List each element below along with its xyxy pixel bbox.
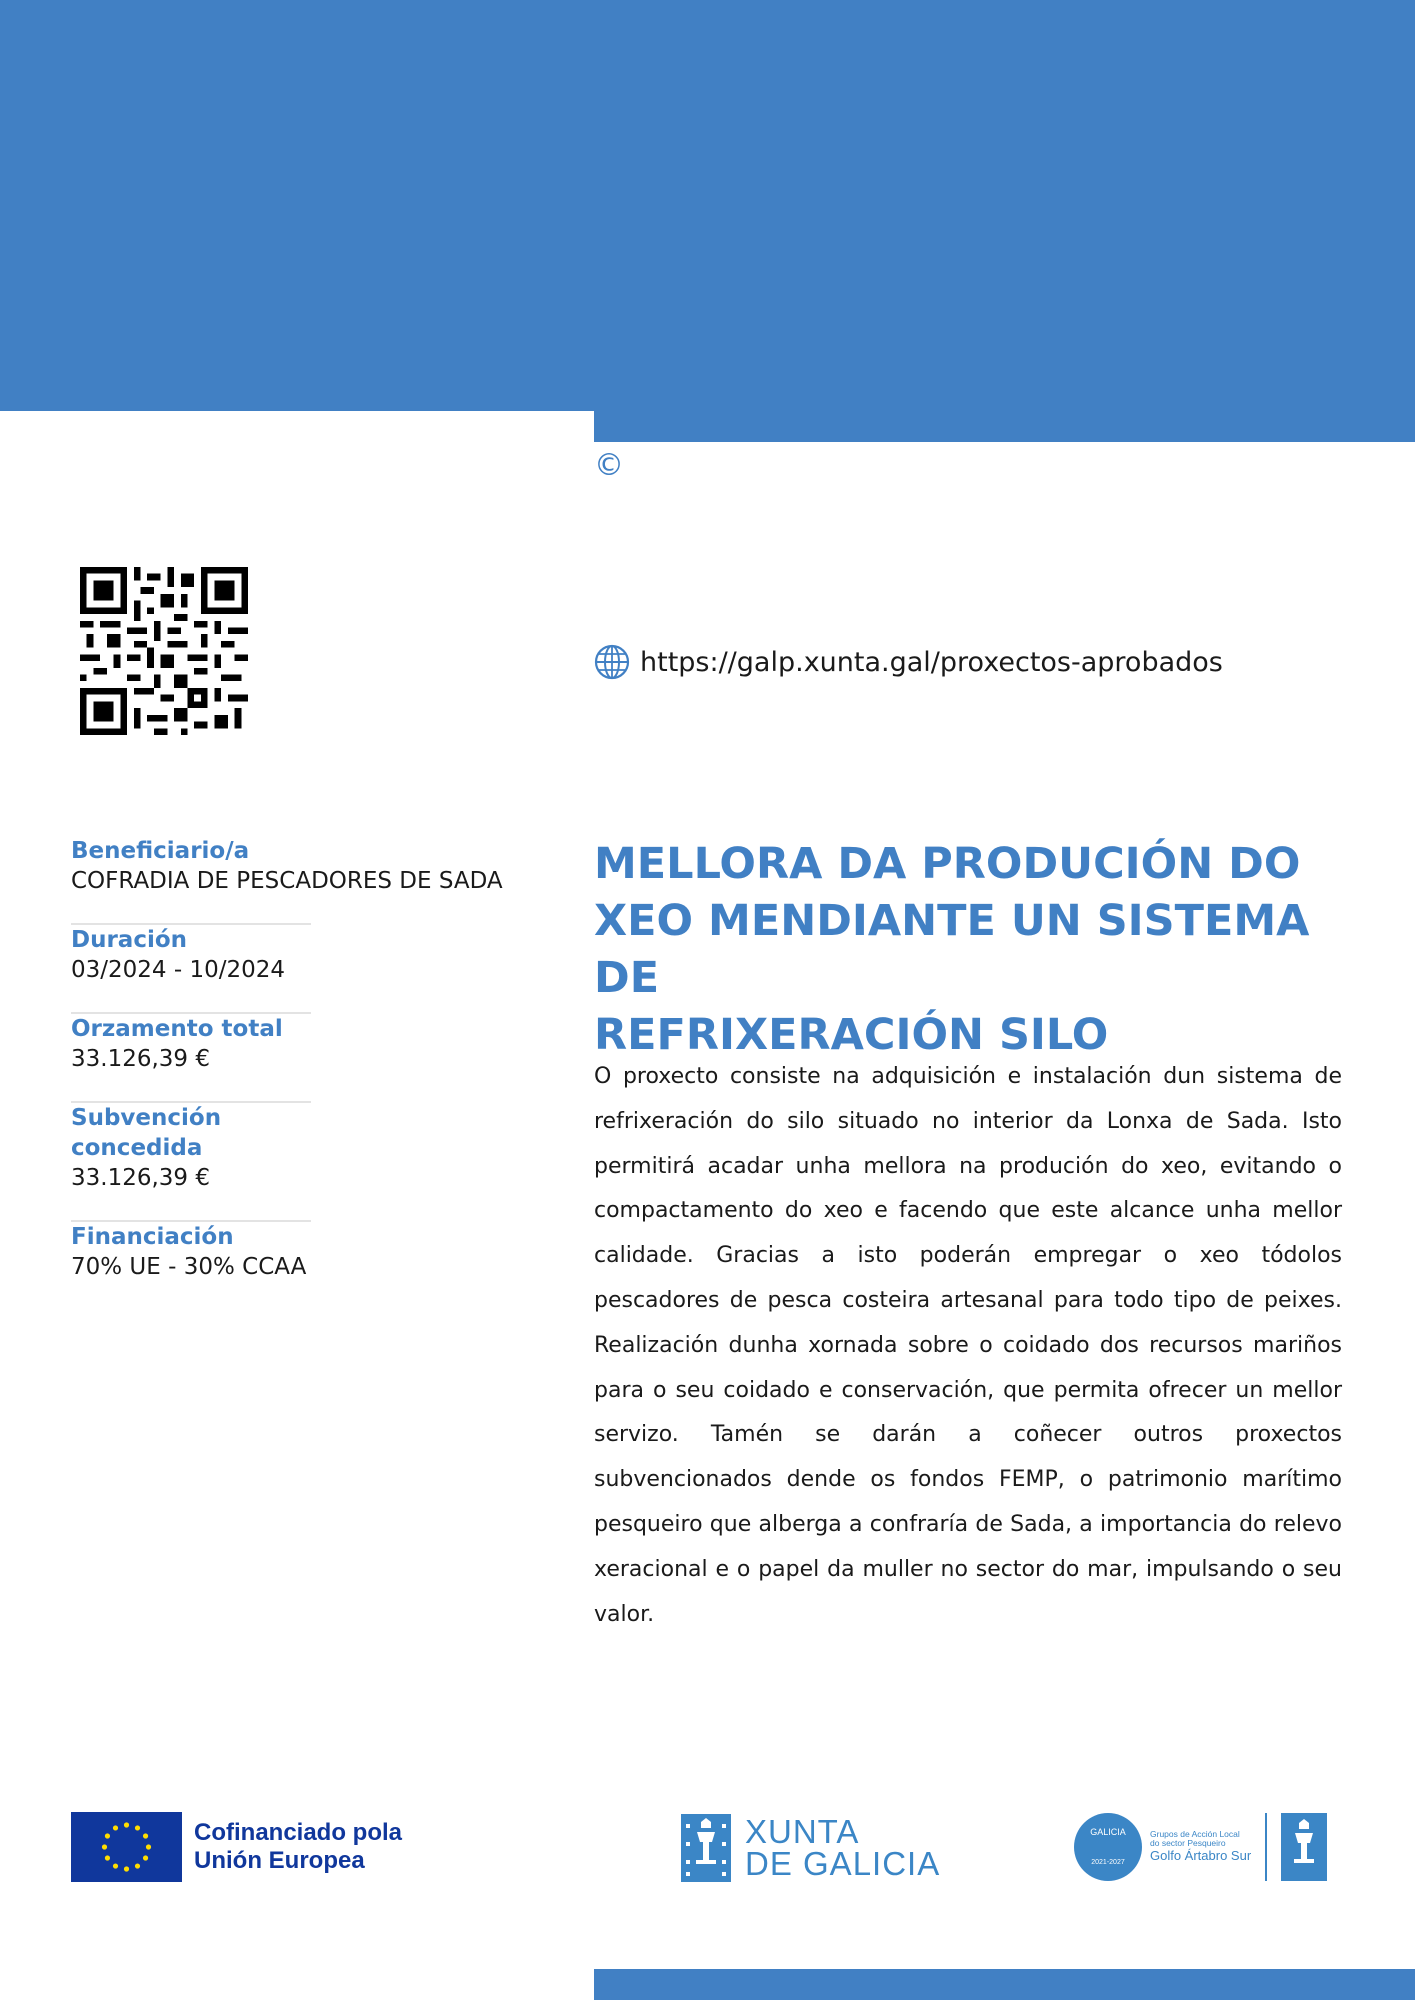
eu-star-icon <box>113 1825 118 1830</box>
xunta-logo <box>681 1814 940 1882</box>
field-beneficiary <box>71 836 503 925</box>
eu-logo <box>71 1812 402 1882</box>
eu-star-icon <box>105 1833 110 1838</box>
eu-star-icon <box>135 1863 140 1868</box>
eu-star-icon <box>143 1833 148 1838</box>
title-line: REFRIXERACIÓN SILO <box>594 1010 1109 1060</box>
field-label: Duración <box>71 927 188 953</box>
field-label: Beneficiario/a <box>71 838 250 864</box>
eu-star-icon <box>105 1855 110 1860</box>
eu-star-icon <box>124 1866 129 1871</box>
field-label: Orzamento total <box>71 1016 283 1042</box>
galp-line: do sector Pesqueiro <box>1150 1838 1226 1848</box>
eu-caption-line: Unión Europea <box>194 1847 365 1874</box>
xunta-line: XUNTA <box>745 1813 860 1850</box>
eu-star-icon <box>135 1825 140 1830</box>
project-description: O proxecto consiste na adquisición e instalación dun sistema de refrixeración do silo situado no interior da Lonxa de Sada. Isto permitirá acadar unha mellora na produción do xeo, evitando o compactamento do xeo e facendo que este alcance unha mellor calidade. Gracias a isto poderán empregar o xeo tódolos pescadores de pesca costeira artesanal para todo tipo de peixes. Realización dunha xornada sobre o coidado dos recursos mariños para o seu coidado e conservación, que permita ofrecer un mellor servizo. Tamén se darán a coñecer outros proxectos subvencionados dende os fondos FEMP, o patrimonio marítimo pesqueiro que alberga a confraría de Sada, a importancia do relevo xeracional e o papel da muller no sector do mar, impulsando o seu valor. <box>594 1064 1342 1627</box>
field-value: COFRADIA DE PESCADORES DE SADA <box>71 868 503 894</box>
eu-star-icon <box>124 1822 129 1827</box>
eu-caption <box>194 1819 402 1875</box>
galicia-coat-of-arms-icon <box>1281 1813 1327 1881</box>
galp-logo <box>1074 1812 1327 1882</box>
galp-line: Grupos de Acción Local <box>1150 1829 1240 1839</box>
field-funding <box>71 1222 311 1282</box>
field-duration <box>71 925 311 1014</box>
footer-banner <box>594 1969 1415 2000</box>
project-link[interactable] <box>594 644 1223 680</box>
circle-label: GALICIA <box>1090 1827 1126 1837</box>
globe-icon <box>594 644 630 680</box>
project-title <box>594 836 1354 1064</box>
galicia-circle-emblem <box>1074 1813 1142 1881</box>
field-value: 33.126,39 € <box>71 1046 210 1072</box>
galp-line: Golfo Ártabro Sur <box>1150 1848 1252 1863</box>
xunta-line: DE GALICIA <box>745 1845 941 1882</box>
field-value: 33.126,39 € <box>71 1165 210 1191</box>
field-label: Subvención concedida <box>71 1105 222 1161</box>
eu-star-icon <box>102 1844 107 1849</box>
eu-star-icon <box>143 1855 148 1860</box>
project-details <box>71 836 503 1282</box>
copyright-symbol: © <box>594 448 624 483</box>
eu-flag-icon <box>71 1812 182 1882</box>
project-url[interactable]: https://galp.xunta.gal/proxectos-aprobados <box>640 646 1223 678</box>
title-line: XEO MENDIANTE UN SISTEMA DE <box>594 896 1310 1003</box>
qr-code[interactable] <box>80 567 248 735</box>
field-grant <box>71 1103 311 1222</box>
xunta-wordmark <box>745 1813 941 1882</box>
field-label: Financiación <box>71 1224 234 1250</box>
header-banner-tab <box>594 411 1415 442</box>
galp-caption <box>1150 1830 1251 1864</box>
header-banner <box>0 0 1415 411</box>
eu-star-icon <box>113 1863 118 1868</box>
eu-caption-line: Cofinanciado pola <box>194 1819 403 1846</box>
field-value: 03/2024 - 10/2024 <box>71 957 286 983</box>
circle-years: 2021-2027 <box>1091 1859 1125 1866</box>
field-total-budget <box>71 1014 311 1103</box>
galicia-coat-of-arms-icon <box>681 1814 731 1882</box>
divider <box>1265 1813 1267 1881</box>
title-line: MELLORA DA PRODUCIÓN DO <box>594 839 1301 889</box>
eu-star-icon <box>146 1844 151 1849</box>
field-value: 70% UE - 30% CCAA <box>71 1254 307 1280</box>
